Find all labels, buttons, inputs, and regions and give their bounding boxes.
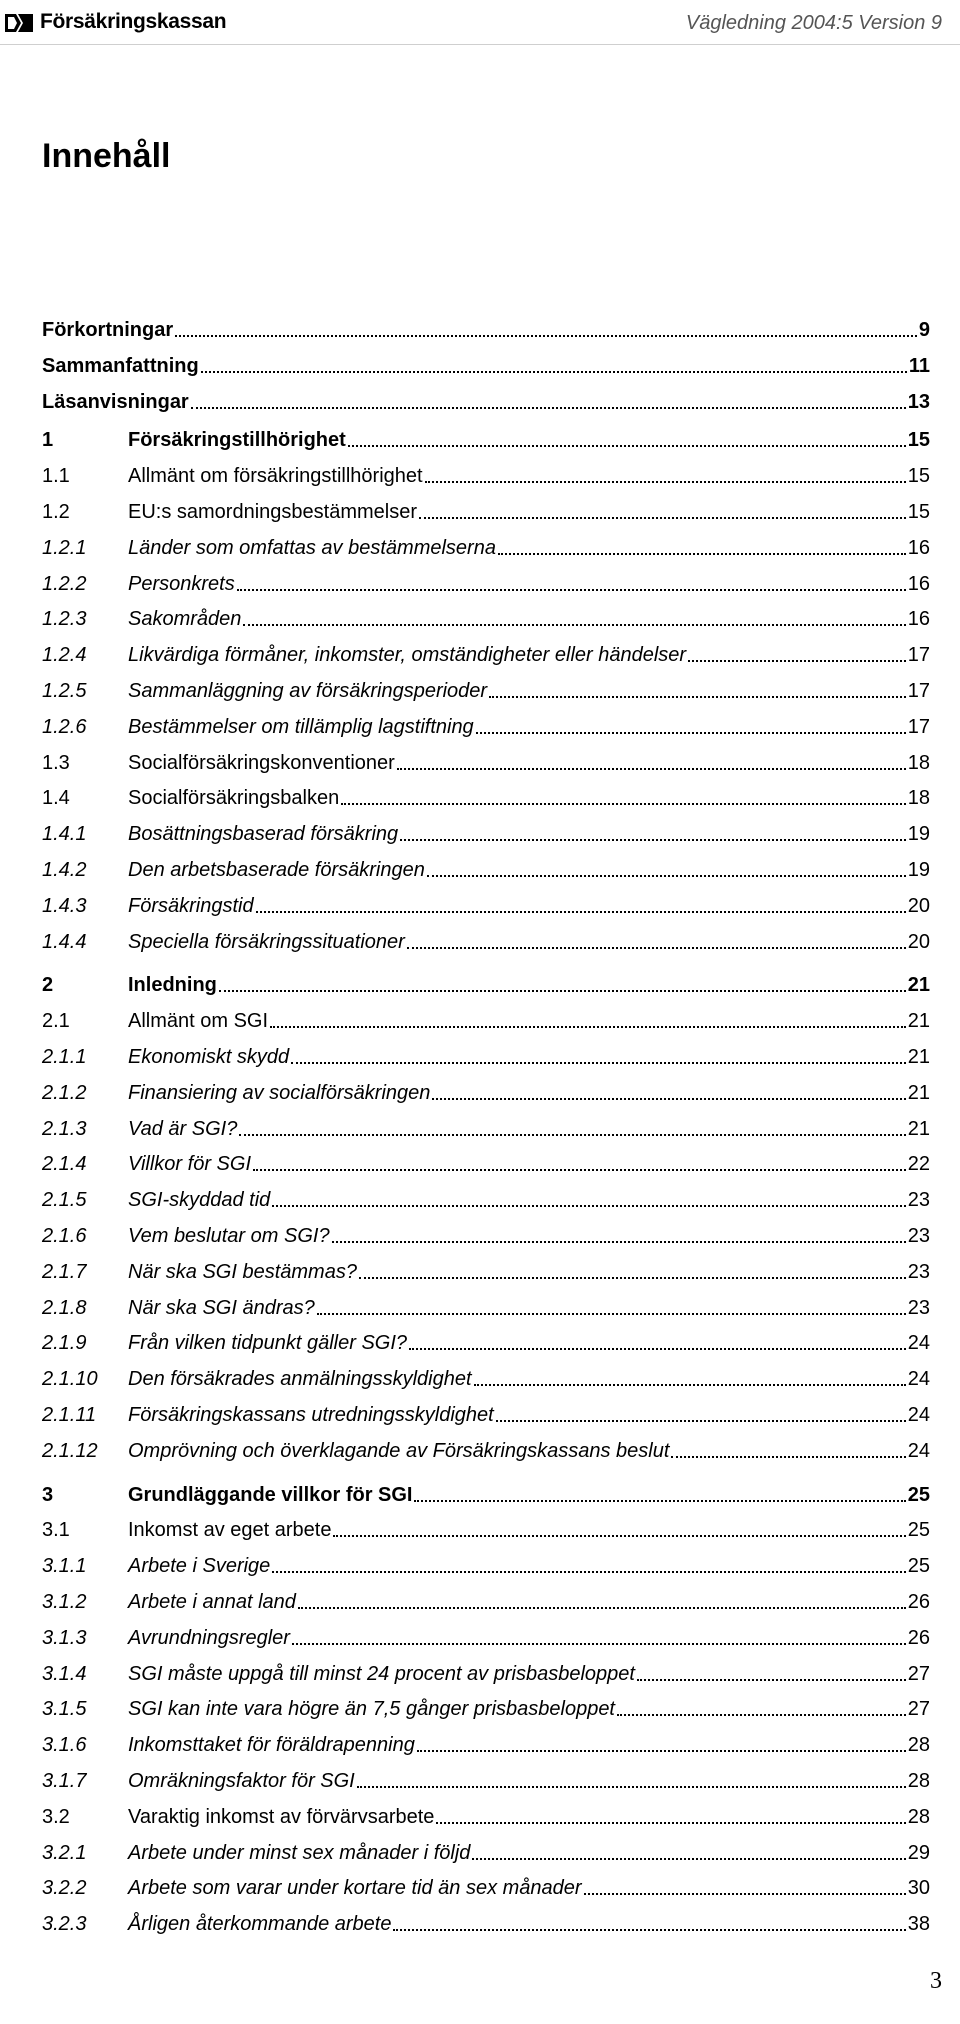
toc-entry[interactable] xyxy=(42,458,930,488)
toc-dot-leader xyxy=(414,1499,905,1502)
page-title: Innehåll xyxy=(42,137,171,175)
toc-entry[interactable] xyxy=(42,494,930,524)
toc-entry-number: 1.2.5 xyxy=(42,680,87,702)
toc-entry-title: Likvärdiga förmåner, inkomster, omständigheter eller händelser xyxy=(128,644,687,667)
toc-entry-number: 1.2.1 xyxy=(42,536,87,559)
toc-entry-page: 16 xyxy=(907,608,930,631)
toc-dot-leader xyxy=(298,1606,906,1609)
toc-entry-number: 3.1.2 xyxy=(42,1591,87,1613)
toc-entry-number: 2.1.5 xyxy=(42,1189,87,1212)
toc-entry-title: Försäkringstillhörighet xyxy=(128,429,346,452)
toc-dot-leader xyxy=(474,1383,906,1386)
toc-dot-leader xyxy=(407,946,906,949)
toc-dot-leader xyxy=(243,623,905,626)
toc-entry-title: Grundläggande villkor för SGI xyxy=(128,1483,413,1506)
toc-dot-leader xyxy=(237,588,906,591)
toc-dot-leader xyxy=(432,1097,905,1100)
toc-entry-number: 1.4 xyxy=(42,787,70,810)
toc-entry-page: 18 xyxy=(907,751,930,774)
toc-entry-page: 24 xyxy=(907,1368,930,1391)
toc-entry[interactable] xyxy=(42,709,930,739)
toc-entry-number: 1.2.3 xyxy=(42,608,87,631)
toc-dot-leader xyxy=(498,552,906,555)
toc-dot-leader xyxy=(419,516,906,519)
toc-entry[interactable] xyxy=(42,1397,930,1427)
page-number: 3 xyxy=(930,1968,942,1994)
toc-entry-number: 1.3 xyxy=(42,751,70,774)
toc-entry-title: Avrundningsregler xyxy=(128,1626,290,1649)
toc-entry-title: Årligen återkommande arbete xyxy=(128,1913,392,1936)
toc-entry-title: Försäkringskassans utredningsskyldighet xyxy=(128,1404,494,1426)
toc-dot-leader xyxy=(417,1749,906,1752)
toc-entry-title: Vad är SGI? xyxy=(128,1117,238,1140)
toc-entry[interactable] xyxy=(42,1218,930,1248)
toc-entry-page: 25 xyxy=(907,1555,930,1578)
toc-entry-page: 15 xyxy=(907,501,930,523)
toc-entry-page: 24 xyxy=(907,1404,930,1426)
toc-entry-page: 17 xyxy=(907,644,930,667)
toc-entry[interactable] xyxy=(42,566,930,596)
toc-entry[interactable] xyxy=(42,1290,930,1320)
toc-entry-page: 22 xyxy=(907,1153,930,1176)
toc-entry-title: Allmänt om SGI xyxy=(128,1010,269,1033)
toc-entry-title: Arbete i annat land xyxy=(128,1591,296,1613)
toc-entry-title: Från vilken tidpunkt gäller SGI? xyxy=(128,1332,408,1355)
toc-entry-title: Vem beslutar om SGI? xyxy=(128,1225,330,1247)
toc-entry[interactable] xyxy=(42,1870,930,1900)
toc-entry-number: 3 xyxy=(42,1483,54,1506)
toc-entry-title: Allmänt om försäkringstillhörighet xyxy=(128,465,423,488)
toc-entry-number: 2.1.1 xyxy=(42,1046,87,1068)
toc-entry-number: 3.2.3 xyxy=(42,1913,87,1936)
toc-entry-title: Varaktig inkomst av förvärvsarbete xyxy=(128,1805,435,1828)
toc-entry-number: 3.1.6 xyxy=(42,1734,87,1757)
toc-entry[interactable] xyxy=(42,348,930,378)
document-reference: Vägledning 2004:5 Version 9 xyxy=(685,12,942,34)
toc-entry-title: EU:s samordningsbestämmelser xyxy=(128,501,417,523)
toc-dot-leader xyxy=(476,731,906,734)
toc-entry-number: 1.4.3 xyxy=(42,894,87,917)
toc-dot-leader xyxy=(409,1347,906,1350)
toc-dot-leader xyxy=(341,802,906,805)
toc-entry-number: 2.1.9 xyxy=(42,1332,87,1355)
toc-entry-page: 17 xyxy=(907,680,930,702)
toc-entry-number: 1.2 xyxy=(42,501,70,523)
toc-entry[interactable] xyxy=(42,1656,930,1686)
toc-entry-title: SGI kan inte vara högre än 7,5 gånger prisbasbeloppet xyxy=(128,1698,615,1721)
toc-entry[interactable] xyxy=(42,1691,930,1721)
toc-entry[interactable] xyxy=(42,1325,930,1355)
toc-entry-title: Arbete som varar under kortare tid än sex månader xyxy=(128,1877,582,1900)
toc-entry[interactable] xyxy=(42,1512,930,1542)
toc-entry[interactable] xyxy=(42,1763,930,1793)
toc-entry-page: 25 xyxy=(907,1483,930,1506)
toc-entry[interactable] xyxy=(42,1075,930,1105)
toc-entry-title: Omräkningsfaktor för SGI xyxy=(128,1770,355,1792)
toc-dot-leader xyxy=(219,989,906,992)
toc-dot-leader xyxy=(584,1892,906,1895)
toc-entry-number: 3.1.3 xyxy=(42,1626,87,1649)
toc-entry-title: Speciella försäkringssituationer xyxy=(128,930,405,953)
toc-entry-page: 29 xyxy=(907,1841,930,1864)
toc-entry[interactable] xyxy=(42,1584,930,1614)
toc-dot-leader xyxy=(397,767,906,770)
toc-entry[interactable] xyxy=(42,673,930,703)
toc-entry-page: 16 xyxy=(907,572,930,595)
toc-entry-title: Försäkringstid xyxy=(128,894,254,917)
toc-entry[interactable] xyxy=(42,1620,930,1650)
toc-entry-number: 2.1.10 xyxy=(42,1368,98,1391)
toc-entry-page: 15 xyxy=(907,429,930,452)
toc-entry-number: 3.2.2 xyxy=(42,1877,87,1900)
toc-entry[interactable] xyxy=(42,1039,930,1069)
toc-entry-title: Länder som omfattas av bestämmelserna xyxy=(128,536,496,559)
toc-dot-leader xyxy=(270,1025,906,1028)
toc-dot-leader xyxy=(472,1857,905,1860)
toc-entry[interactable] xyxy=(42,1835,930,1865)
toc-entry[interactable] xyxy=(42,384,930,414)
toc-entry-number: 1.4.1 xyxy=(42,823,87,846)
toc-entry[interactable] xyxy=(42,422,930,452)
toc-entry-title: Arbete under minst sex månader i följd xyxy=(128,1841,471,1864)
toc-entry[interactable] xyxy=(42,924,930,954)
toc-entry-number: 3.2 xyxy=(42,1805,70,1828)
toc-entry-number: 1.2.6 xyxy=(42,715,87,738)
toc-entry-title: Inledning xyxy=(128,974,217,997)
toc-dot-leader xyxy=(239,1133,905,1136)
toc-entry-title: Sammanläggning av försäkringsperioder xyxy=(128,680,488,702)
toc-entry-page: 28 xyxy=(907,1805,930,1828)
toc-entry-number: 1.2.2 xyxy=(42,572,87,595)
toc-dot-leader xyxy=(272,1204,905,1207)
toc-entry-title: När ska SGI bestämmas? xyxy=(128,1260,357,1283)
toc-entry-title: Personkrets xyxy=(128,572,235,595)
toc-entry-number: 2.1.3 xyxy=(42,1117,87,1140)
toc-entry-page: 38 xyxy=(907,1913,930,1936)
toc-dot-leader xyxy=(256,910,906,913)
toc-entry[interactable] xyxy=(42,1799,930,1829)
toc-entry-page: 9 xyxy=(918,319,930,341)
toc-entry-number: 1.4.4 xyxy=(42,930,87,953)
toc-entry[interactable] xyxy=(42,1003,930,1033)
toc-entry-title: Sammanfattning xyxy=(42,354,199,377)
toc-dot-leader xyxy=(436,1821,905,1824)
toc-entry-number: 3.1.1 xyxy=(42,1555,87,1578)
toc-dot-leader xyxy=(292,1642,906,1645)
toc-entry[interactable] xyxy=(42,1906,930,1936)
toc-entry-page: 28 xyxy=(907,1770,930,1792)
toc-dot-leader xyxy=(348,444,906,447)
toc-entry-title: Inkomsttaket för föräldrapenning xyxy=(128,1734,415,1757)
toc-entry-page: 18 xyxy=(907,787,930,810)
toc-entry-page: 20 xyxy=(907,894,930,917)
toc-entry-number: 2.1.4 xyxy=(42,1153,87,1176)
toc-entry-title: Ekonomiskt skydd xyxy=(128,1046,290,1068)
toc-entry-number: 3.1.5 xyxy=(42,1698,87,1721)
toc-entry-page: 24 xyxy=(907,1439,930,1462)
toc-entry-number: 2.1.11 xyxy=(42,1404,97,1426)
toc-entry-number: 2.1 xyxy=(42,1010,70,1033)
toc-entry[interactable] xyxy=(42,530,930,560)
toc-entry[interactable] xyxy=(42,888,930,918)
toc-dot-leader xyxy=(489,695,906,698)
toc-entry-title: Den försäkrades anmälningsskyldighet xyxy=(128,1368,472,1391)
toc-entry-number: 2.1.6 xyxy=(42,1225,87,1247)
toc-entry-page: 23 xyxy=(907,1260,930,1283)
toc-entry[interactable] xyxy=(42,1254,930,1284)
toc-entry[interactable] xyxy=(42,1548,930,1578)
toc-entry[interactable] xyxy=(42,967,930,997)
toc-dot-leader xyxy=(617,1713,906,1716)
toc-dot-leader xyxy=(637,1678,906,1681)
toc-dot-leader xyxy=(359,1276,906,1279)
toc-entry[interactable] xyxy=(42,745,930,775)
toc-entry-number: 2.1.7 xyxy=(42,1260,87,1283)
toc-entry-number: 3.2.1 xyxy=(42,1841,87,1864)
toc-entry-title: Arbete i Sverige xyxy=(128,1555,271,1578)
toc-entry-number: 1.4.2 xyxy=(42,859,87,881)
toc-entry-number: 1.2.4 xyxy=(42,644,87,667)
toc-entry-number: 1 xyxy=(42,429,54,452)
toc-entry[interactable] xyxy=(42,1182,930,1212)
toc-entry-title: Socialförsäkringsbalken xyxy=(128,787,340,810)
toc-entry-page: 26 xyxy=(907,1626,930,1649)
toc-entry-page: 26 xyxy=(907,1591,930,1613)
toc-entry-number: 2.1.2 xyxy=(42,1081,87,1104)
toc-entry-page: 28 xyxy=(907,1734,930,1757)
toc-entry-title: Villkor för SGI xyxy=(128,1153,251,1176)
toc-entry-number: 2 xyxy=(42,974,54,997)
toc-entry-page: 24 xyxy=(907,1332,930,1355)
toc-entry-number: 3.1.4 xyxy=(42,1662,87,1685)
toc-entry-title: Finansiering av socialförsäkringen xyxy=(128,1081,431,1104)
toc-entry[interactable] xyxy=(42,1727,930,1757)
toc-entry-page: 23 xyxy=(907,1296,930,1319)
toc-entry-page: 21 xyxy=(907,1046,930,1068)
toc-entry-page: 11 xyxy=(908,354,930,377)
toc-dot-leader xyxy=(393,1928,905,1931)
toc-entry-number: 3.1.7 xyxy=(42,1770,87,1792)
toc-dot-leader xyxy=(291,1061,906,1064)
toc-dot-leader xyxy=(427,874,906,877)
toc-dot-leader xyxy=(317,1312,906,1315)
toc-dot-leader xyxy=(357,1785,906,1788)
toc-entry-page: 13 xyxy=(907,390,930,413)
toc-dot-leader xyxy=(671,1455,905,1458)
logo-text: Försäkringskassan xyxy=(40,10,227,33)
toc-entry-page: 27 xyxy=(907,1698,930,1721)
toc-entry[interactable] xyxy=(42,601,930,631)
toc-entry-page: 19 xyxy=(907,823,930,846)
toc-entry-page: 23 xyxy=(907,1225,930,1247)
logo xyxy=(4,10,226,34)
toc-entry-page: 25 xyxy=(907,1519,930,1542)
toc-dot-leader xyxy=(332,1240,906,1243)
toc-entry-title: Den arbetsbaserade försäkringen xyxy=(128,859,425,881)
toc-entry-number: 1.1 xyxy=(42,465,70,488)
toc-dot-leader xyxy=(253,1168,906,1171)
toc-dot-leader xyxy=(496,1419,906,1422)
toc-entry-page: 21 xyxy=(907,1117,930,1140)
toc-entry-title: Läsanvisningar xyxy=(42,390,189,413)
toc-entry-page: 16 xyxy=(907,536,930,559)
toc-entry-title: SGI-skyddad tid xyxy=(128,1189,271,1212)
toc-dot-leader xyxy=(191,406,906,409)
toc-entry[interactable] xyxy=(42,1361,930,1391)
toc-entry[interactable] xyxy=(42,1111,930,1141)
toc-entry[interactable] xyxy=(42,1146,930,1176)
toc-entry-number: 3.1 xyxy=(42,1519,70,1542)
toc-entry-page: 21 xyxy=(907,974,930,997)
toc-entry[interactable] xyxy=(42,637,930,667)
toc-entry-page: 20 xyxy=(907,930,930,953)
toc-entry-title: När ska SGI ändras? xyxy=(128,1296,315,1319)
toc-dot-leader xyxy=(688,659,906,662)
toc-dot-leader xyxy=(400,838,906,841)
toc-entry-title: Bestämmelser om tillämplig lagstiftning xyxy=(128,715,474,738)
toc-entry-title: Omprövning och överklagande av Försäkringskassans beslut xyxy=(128,1439,670,1462)
toc-entry[interactable] xyxy=(42,1477,930,1507)
toc-entry[interactable] xyxy=(42,852,930,882)
toc-dot-leader xyxy=(333,1534,905,1537)
toc-dot-leader xyxy=(201,370,907,373)
toc-entry[interactable] xyxy=(42,1433,930,1463)
toc-entry-number: 2.1.8 xyxy=(42,1296,87,1319)
toc-dot-leader xyxy=(425,480,906,483)
toc-entry-title: Förkortningar xyxy=(42,319,174,341)
toc-entry-title: Inkomst av eget arbete xyxy=(128,1519,332,1542)
toc-entry-title: SGI måste uppgå till minst 24 procent av prisbasbeloppet xyxy=(128,1662,635,1685)
toc-entry-number: 2.1.12 xyxy=(42,1439,98,1462)
toc-entry-page: 17 xyxy=(907,715,930,738)
toc-entry[interactable] xyxy=(42,312,930,342)
page-header xyxy=(0,0,960,45)
toc-entry-title: Socialförsäkringskonventioner xyxy=(128,751,395,774)
toc-dot-leader xyxy=(175,334,917,337)
toc-entry-page: 23 xyxy=(907,1189,930,1212)
toc-entry[interactable] xyxy=(42,780,930,810)
toc-entry-page: 21 xyxy=(907,1081,930,1104)
toc-entry-page: 21 xyxy=(907,1010,930,1033)
toc-entry-title: Bosättningsbaserad försäkring xyxy=(128,823,399,846)
toc-entry-title: Sakområden xyxy=(128,608,242,631)
toc-entry[interactable] xyxy=(42,816,930,846)
toc-entry-page: 19 xyxy=(907,859,930,881)
toc-entry-page: 15 xyxy=(907,465,930,488)
forsakringskassan-logo-icon xyxy=(4,11,34,33)
toc-entry-page: 27 xyxy=(907,1662,930,1685)
toc-dot-leader xyxy=(272,1570,905,1573)
toc-entry-page: 30 xyxy=(907,1877,930,1900)
